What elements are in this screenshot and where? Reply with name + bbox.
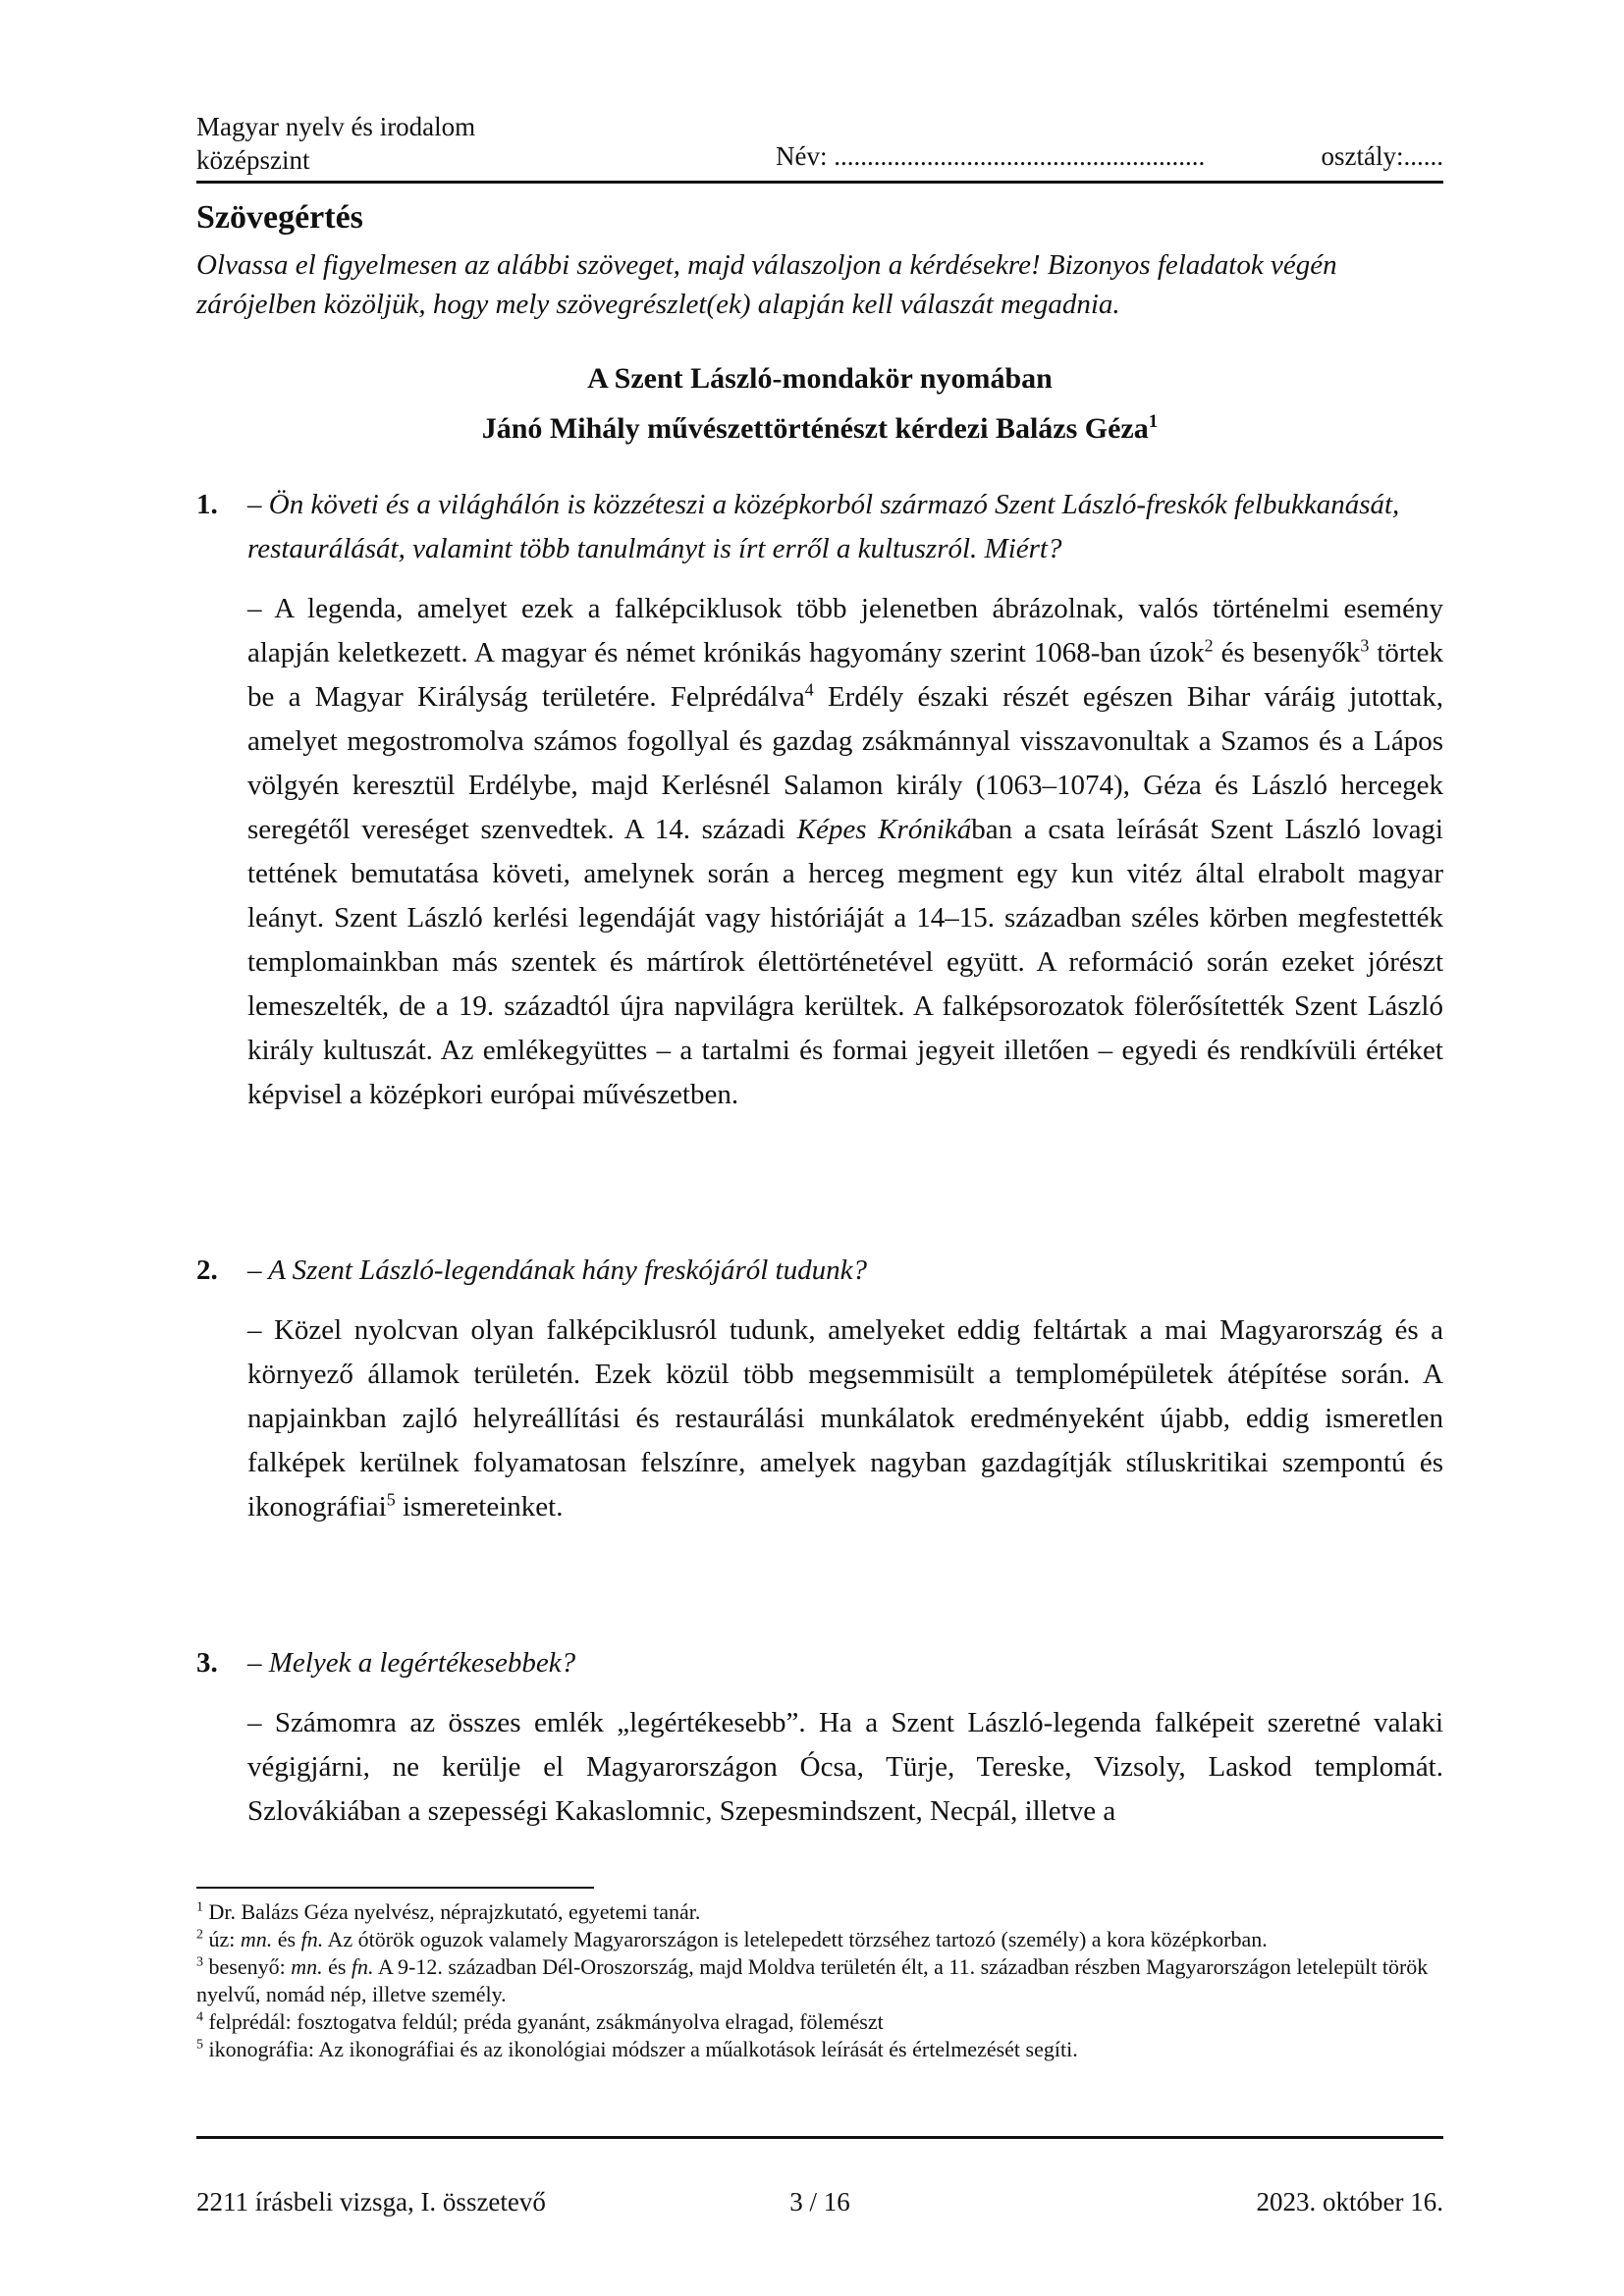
footnote-ref: 5 bbox=[386, 1489, 396, 1510]
footnote-ref: 4 bbox=[804, 679, 814, 700]
footnote-text: A 9-12. században Dél-Oroszország, majd Moldva területén élt, a 11. században részben Magyarországon letelepült török nyelvű, nomád nép, illetve személy. bbox=[196, 1954, 1429, 2006]
exam-date: 2023. október 16. bbox=[1256, 2187, 1443, 2216]
question-number: 2. bbox=[196, 1255, 218, 1286]
answer-text: – A legenda, amelyet ezek a falképciklusok több jelenetben ábrázolnak, valós történelmi esemény alapján keletkezett. A magyar és német krónikás hagyomány szerint 1068-ban úzok bbox=[247, 593, 1443, 668]
article-subtitle bbox=[196, 400, 1443, 451]
exam-code: 2211 írásbeli vizsga, I. összetevő bbox=[196, 2187, 546, 2216]
footnote-number: 3 bbox=[196, 1954, 203, 1970]
answer bbox=[247, 1308, 1443, 1529]
exam-page bbox=[196, 110, 1443, 2269]
footnote-abbr: fn. bbox=[351, 1954, 374, 1979]
footnote-text: Dr. Balázs Géza nyelvész, néprajzkutató, egyetemi tanár. bbox=[203, 1899, 701, 1924]
book-title: Képes Króniká bbox=[796, 814, 972, 845]
question bbox=[196, 1249, 1443, 1293]
answer-text: – Közel nyolcvan olyan falképciklusról tudunk, amelyeket eddig feltártak a mai Magyarország és a környező államok területén. Ezek közül több megsemmisült a templomépületek átépítése során. A napjainkban zajló helyreállítási és restaurálási munkálatok eredményeként újabb, eddig ismeretlen falképek kerülnek folyamatosan felszínre, amelyek nagyban gazdagítják stíluskritikai szempontú és ikonográfiai bbox=[247, 1314, 1443, 1522]
article-heading bbox=[196, 357, 1443, 451]
answer-text: törtek be a Magyar Királyság területére. Felprédálva bbox=[247, 637, 1443, 713]
footnote-text: és bbox=[272, 1927, 301, 1951]
footnote-divider bbox=[196, 1887, 594, 1889]
answer bbox=[247, 587, 1443, 1117]
footnote-number: 1 bbox=[196, 1899, 203, 1915]
footnote bbox=[196, 1898, 1443, 1926]
footnote-text: besenyő: bbox=[203, 1954, 292, 1979]
question-text: – Ön követi és a világhálón is közzéteszi a középkorból származó Szent László-freskók felbukkanását, restaurálását, valamint több tanulmányt is írt erről a kultuszról. Miért? bbox=[247, 489, 1400, 564]
footer-divider bbox=[196, 2136, 1443, 2139]
answer-text: ban a csata leírását Szent László lovagi tettének bemutatása követi, amelynek során a herceg megment egy kun vitéz által elrabolt magyar leányt. Szent László kerlési legendáját vagy históriáját a 14–15. században széles körben megfestették templomainkban más szentek és mártírok élettörténetével együtt. A reformáció során ezeket jórészt lemeszelték, de a 19. századtól újra napvilágra kerültek. A falképsorozatok fölerősítették Szent László király kultuszát. Az emlékegyüttes – a tartalmi és formai jegyeit illetően – egyedi és rendkívüli értéket képvisel a középkori európai művészetben. bbox=[247, 814, 1443, 1110]
footnote bbox=[196, 2036, 1443, 2063]
question bbox=[196, 483, 1443, 571]
footnote bbox=[196, 2008, 1443, 2036]
class-field[interactable]: osztály:...... bbox=[1321, 141, 1443, 171]
answer-text: ismereteinket. bbox=[395, 1491, 564, 1522]
footnote-text: úz: bbox=[203, 1927, 241, 1951]
footnote bbox=[196, 1926, 1443, 1953]
section-title: Szövegértés bbox=[196, 199, 363, 236]
question-number: 3. bbox=[196, 1647, 218, 1679]
answer bbox=[247, 1701, 1443, 1834]
footnote bbox=[196, 1953, 1443, 2008]
name-field[interactable]: Név: ........................................................ bbox=[776, 141, 1206, 171]
question bbox=[196, 1641, 1443, 1685]
instructions: Olvassa el figyelmesen az alábbi szöveget, majd válaszoljon a kérdésekre! Bizonyos feladatok végén zárójelben közöljük, hogy mely szövegrészlet(ek) alapján kell válaszát megadnia. bbox=[196, 249, 1337, 320]
qa-item-1 bbox=[196, 483, 1443, 1117]
answer-text: Erdély északi részét egészen Bihar váráig jutottak, amelyet megostromolva számos fogollyal és gazdag zsákmánnyal visszavonultak a Szamos és a Lápos völgyén keresztül Erdélybe, majd Kerlésnél Salamon király (1063–1074), Géza és László hercegek seregétől vereséget szenvedtek. A 14. századi bbox=[247, 681, 1444, 845]
footnote-abbr: mn. bbox=[291, 1954, 323, 1979]
level-label: középszint bbox=[196, 145, 310, 175]
page-header bbox=[196, 110, 1443, 183]
footnotes bbox=[196, 1898, 1443, 2063]
question-text: – A Szent László-legendának hány freskójáról tudunk? bbox=[247, 1255, 867, 1286]
footnote-ref: 2 bbox=[1204, 635, 1214, 656]
qa-item-2 bbox=[196, 1249, 1443, 1529]
footnote-ref: 1 bbox=[1148, 411, 1159, 432]
footnote-number: 4 bbox=[196, 2009, 203, 2025]
footnote-abbr: mn. bbox=[240, 1927, 273, 1951]
footnote-text: ikonográfia: Az ikonográfiai és az ikonológiai módszer a műalkotások leírását és értelmezését segíti. bbox=[203, 2037, 1078, 2061]
header-divider bbox=[196, 181, 1443, 184]
answer-text: és besenyők bbox=[1213, 637, 1361, 668]
page-number: 3 / 16 bbox=[789, 2187, 850, 2216]
footnote-text: felprédál: fosztogatva feldúl; préda gyanánt, zsákmányolva elragad, fölemészt bbox=[203, 2009, 884, 2034]
subject-label: Magyar nyelv és irodalom bbox=[196, 112, 476, 141]
qa-item-3 bbox=[196, 1641, 1443, 1834]
footnote-number: 5 bbox=[196, 2037, 203, 2053]
footnote-text: és bbox=[322, 1954, 352, 1979]
footnote-abbr: fn. bbox=[300, 1927, 324, 1951]
answer-text: – Számomra az összes emlék „legértékesebb”. Ha a Szent László-legenda falképeit szeretné valaki végigjárni, ne kerülje el Magyarországon Ócsa, Türje, Tereske, Vizsoly, Laskod templomát. Szlovákiában a szepességi Kakaslomnic, Szepesmindszent, Necpál, illetve a bbox=[247, 1707, 1443, 1827]
question-text: – Melyek a legértékesebbek? bbox=[247, 1647, 576, 1679]
footnote-text: Az ótörök oguzok valamely Magyarországon is letelepedett törzséhez tartozó (személy) a kora középkorban. bbox=[323, 1927, 1268, 1951]
article-subtitle-text: Jánó Mihály művészettörténészt kérdezi Balázs Géza bbox=[481, 412, 1149, 445]
article-title: A Szent László-mondakör nyomában bbox=[587, 362, 1053, 395]
footnote-ref: 3 bbox=[1360, 635, 1370, 656]
footnote-number: 2 bbox=[196, 1927, 203, 1943]
question-number: 1. bbox=[196, 489, 218, 520]
